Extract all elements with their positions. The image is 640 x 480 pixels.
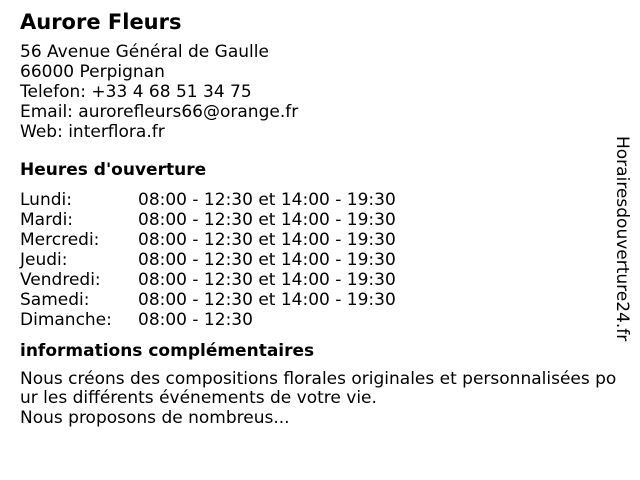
web-line: Web: interflora.fr — [20, 122, 165, 142]
day-label: Vendredi: — [20, 270, 101, 290]
time-range: 08:00 - 12:30 et 14:00 - 19:30 — [138, 270, 396, 290]
day-label: Dimanche: — [20, 310, 112, 330]
hours-heading: Heures d'ouverture — [20, 160, 207, 180]
hours-table — [20, 190, 620, 330]
info-description: Nous créons des compositions florales originales et personnalisées pour les différents événements de votre vie. — [20, 369, 617, 408]
site-watermark — [610, 136, 634, 346]
hours-row-wednesday — [20, 230, 620, 250]
email-line: Email: aurorefleurs66@orange.fr — [20, 102, 299, 122]
time-range: 08:00 - 12:30 — [138, 310, 253, 330]
hours-row-saturday — [20, 290, 620, 310]
day-label: Mardi: — [20, 210, 74, 230]
business-card — [20, 8, 620, 428]
info-heading: informations complémentaires — [20, 341, 315, 361]
hours-row-tuesday — [20, 210, 620, 230]
hours-row-friday — [20, 270, 620, 290]
day-label: Lundi: — [20, 190, 72, 210]
info-description-more: Nous proposons de nombreus... — [20, 408, 290, 428]
phone-line: Telefon: +33 4 68 51 34 75 — [20, 82, 252, 102]
site-watermark-text: Horairesdouverture24.fr — [612, 136, 632, 342]
time-range: 08:00 - 12:30 et 14:00 - 19:30 — [138, 290, 396, 310]
address-city: 66000 Perpignan — [20, 62, 165, 82]
time-range: 08:00 - 12:30 et 14:00 - 19:30 — [138, 190, 396, 210]
hours-row-sunday — [20, 310, 620, 330]
day-label: Samedi: — [20, 290, 90, 310]
day-label: Mercredi: — [20, 230, 100, 250]
time-range: 08:00 - 12:30 et 14:00 - 19:30 — [138, 230, 396, 250]
day-label: Jeudi: — [20, 250, 68, 270]
time-range: 08:00 - 12:30 et 14:00 - 19:30 — [138, 210, 396, 230]
hours-row-monday — [20, 190, 620, 210]
time-range: 08:00 - 12:30 et 14:00 - 19:30 — [138, 250, 396, 270]
business-name: Aurore Fleurs — [20, 10, 182, 34]
address-street: 56 Avenue Général de Gaulle — [20, 42, 269, 62]
hours-row-thursday — [20, 250, 620, 270]
